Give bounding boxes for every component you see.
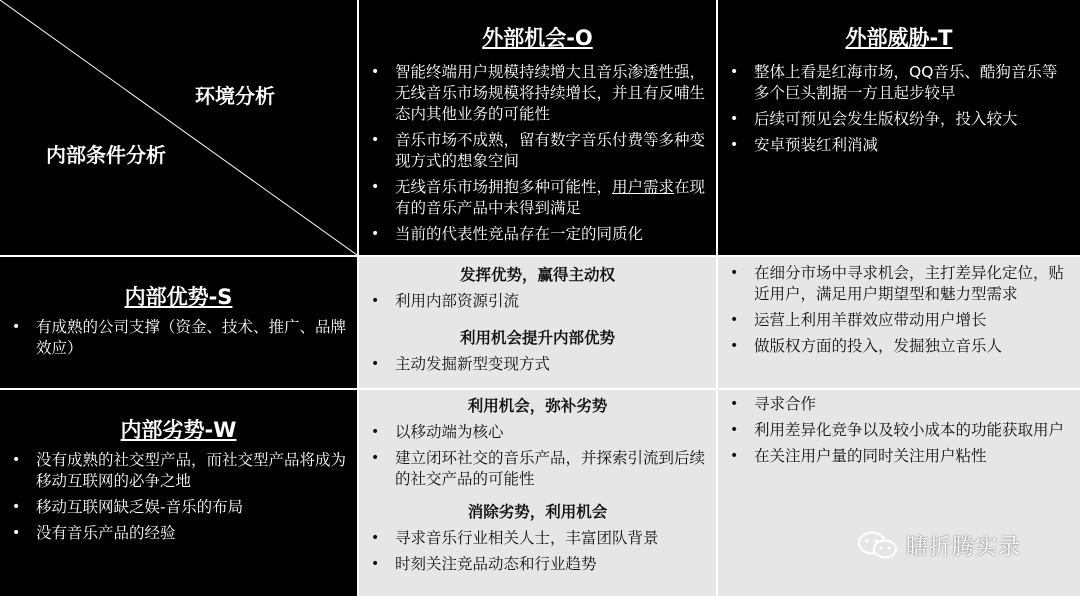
wo-heading-1: 利用机会，弥补劣势: [467, 397, 608, 415]
bullet-icon: •: [371, 356, 380, 372]
strengths-cell: [0, 257, 357, 388]
list-item: • 做版权方面的投入，发掘独立音乐人: [730, 337, 1003, 355]
opportunities-title: 外部机会-O: [482, 26, 593, 50]
watermark-text: 瞎折腾实录: [906, 534, 1022, 560]
wo-list-1: [359, 422, 716, 490]
list-item: • 安卓预装红利消减: [730, 136, 879, 154]
list-item: • 在细分市场中寻求机会，主打差异化定位，贴近用户，满足用户期望型和魅力型需求: [730, 264, 1065, 303]
list-item: • 音乐市场不成熟，留有数字音乐付费等多种变现方式的想象空间: [371, 131, 706, 170]
list-item: • 有成熟的公司支撑（资金、技术、推广、品牌效应）: [12, 318, 347, 357]
wo-heading-2: 消除劣势，利用机会: [467, 503, 608, 521]
wt-strategy-cell: [718, 390, 1080, 596]
list-item: • 时刻关注竞品动态和行业趋势: [371, 555, 597, 573]
list-item: • 运营上利用羊群效应带动用户增长: [730, 311, 987, 329]
bullet-icon: •: [371, 293, 380, 309]
bullet-icon: •: [371, 424, 380, 440]
wt-list: [718, 394, 1080, 467]
so-heading-2: 利用机会提升内部优势: [459, 329, 615, 347]
list-item: • 利用差异化竞争以及较小成本的功能获取用户: [730, 421, 1065, 439]
opportunities-cell: [359, 0, 716, 255]
list-item: • 没有成熟的社交型产品，而社交型产品将成为移动互联网的必争之地: [12, 451, 347, 490]
bullet-icon: •: [730, 312, 739, 328]
list-item: • 智能终端用户规模持续增大且音乐渗透性强，无线音乐市场规模将持续增长，并且有反哺生态内其他业务的可能性: [371, 63, 706, 123]
list-item: • 寻求音乐行业相关人士，丰富团队背景: [371, 529, 659, 547]
bullet-icon: •: [371, 530, 380, 546]
list-item: • 寻求合作: [730, 395, 817, 413]
list-item: • 整体上看是红海市场，QQ音乐、酷狗音乐等多个巨头割据一方且起步较早: [730, 63, 1058, 102]
strengths-list: [0, 317, 357, 359]
bullet-icon: •: [12, 525, 21, 541]
list-item: • 移动互联网缺乏娱-音乐的布局: [12, 498, 244, 516]
bullet-icon: •: [371, 450, 380, 466]
so-list-1: [359, 291, 716, 312]
weaknesses-list: [0, 450, 357, 544]
wo-strategy-cell: [359, 390, 716, 596]
bullet-icon: •: [730, 64, 739, 80]
bullet-icon: •: [371, 132, 380, 148]
opportunities-list: [359, 62, 716, 245]
bullet-icon: •: [730, 422, 739, 438]
bullet-icon: •: [371, 64, 380, 80]
bullet-icon: •: [730, 137, 739, 153]
st-list: [718, 263, 1080, 357]
bullet-icon: •: [730, 111, 739, 127]
list-item: • 无线音乐市场拥抱多种可能性，用户需求在现有的音乐产品中未得到满足: [371, 178, 706, 217]
threats-title: 外部威胁-T: [845, 26, 953, 50]
underlined-text: 用户需求: [612, 178, 675, 196]
bullet-icon: •: [12, 452, 21, 468]
bullet-icon: •: [730, 448, 739, 464]
list-item: • 以移动端为核心: [371, 423, 504, 441]
bullet-icon: •: [730, 265, 739, 281]
bullet-icon: •: [12, 499, 21, 515]
strengths-title: 内部优势-S: [124, 285, 233, 309]
so-heading-1: 发挥优势，赢得主动权: [459, 266, 615, 284]
list-item: • 利用内部资源引流: [371, 292, 520, 310]
internal-conditions-label: 内部条件分析: [46, 143, 166, 167]
bullet-icon: •: [371, 556, 380, 572]
environment-analysis-label: 环境分析: [195, 84, 275, 108]
st-strategy-cell: [718, 257, 1080, 388]
list-item: • 主动发掘新型变现方式: [371, 355, 551, 373]
list-item: • 当前的代表性竞品存在一定的同质化: [371, 225, 644, 243]
diagonal-divider: [0, 0, 357, 255]
bullet-icon: •: [371, 179, 380, 195]
so-strategy-cell: [359, 257, 716, 388]
bullet-icon: •: [371, 226, 380, 242]
bullet-icon: •: [12, 319, 21, 335]
bullet-icon: •: [730, 338, 739, 354]
wo-list-2: [359, 528, 716, 575]
list-item: • 建立闭环社交的音乐产品，并探索引流到后续的社交产品的可能性: [371, 449, 706, 488]
threats-cell: [718, 0, 1080, 255]
list-item: • 在关注用户量的同时关注用户粘性: [730, 447, 987, 465]
so-list-2: [359, 354, 716, 375]
list-item: • 后续可预见会发生版权纷争，投入较大: [730, 110, 1018, 128]
watermark: [856, 530, 1021, 560]
corner-header-cell: [0, 0, 357, 255]
weaknesses-title: 内部劣势-W: [120, 418, 237, 442]
bullet-icon: •: [730, 396, 739, 412]
weaknesses-cell: [0, 390, 357, 596]
list-item: • 没有音乐产品的经验: [12, 524, 176, 542]
threats-list: [718, 62, 1080, 156]
wechat-icon: [856, 530, 900, 560]
